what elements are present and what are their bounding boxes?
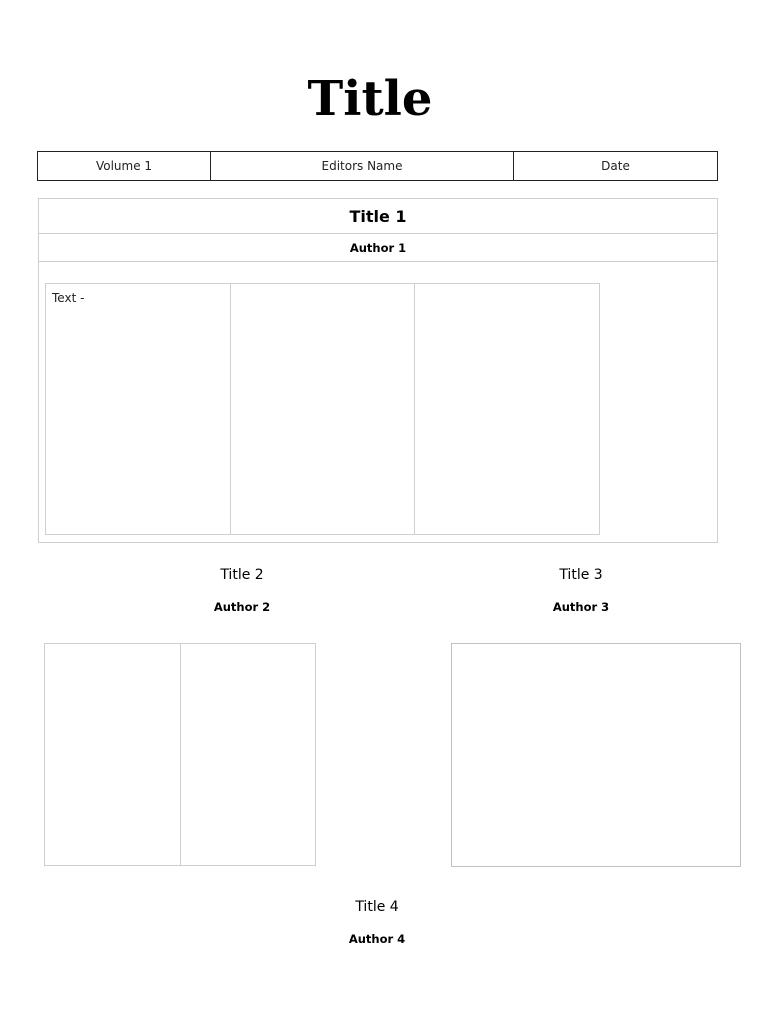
editor-name-cell: Editors Name	[211, 152, 514, 180]
article-3-author: Author 3	[552, 600, 610, 614]
info-table	[37, 151, 718, 181]
page-title: Title	[307, 71, 433, 127]
article-1-column-3[interactable]	[415, 284, 599, 534]
article-1-author: Author 1	[39, 234, 717, 262]
article-4-author: Author 4	[348, 932, 406, 946]
date-cell: Date	[601, 159, 630, 173]
article-3-title: Title 3	[559, 567, 603, 583]
article-1-title: Title 1	[39, 199, 717, 234]
article-1-columns	[45, 283, 600, 535]
volume-cell: Volume 1	[38, 152, 211, 180]
article-2-column-2[interactable]	[181, 644, 316, 865]
article-2-columns	[44, 643, 316, 866]
article-1	[38, 198, 718, 543]
article-2-title: Title 2	[220, 567, 264, 583]
article-2-author: Author 2	[213, 600, 271, 614]
article-1-column-1[interactable]	[46, 284, 231, 534]
article-2-column-1[interactable]	[45, 644, 181, 865]
article-4-title: Title 4	[355, 899, 399, 915]
article-1-body-text: Text -	[52, 291, 85, 305]
article-1-column-2[interactable]	[231, 284, 416, 534]
article-3-text-box[interactable]	[451, 643, 741, 867]
